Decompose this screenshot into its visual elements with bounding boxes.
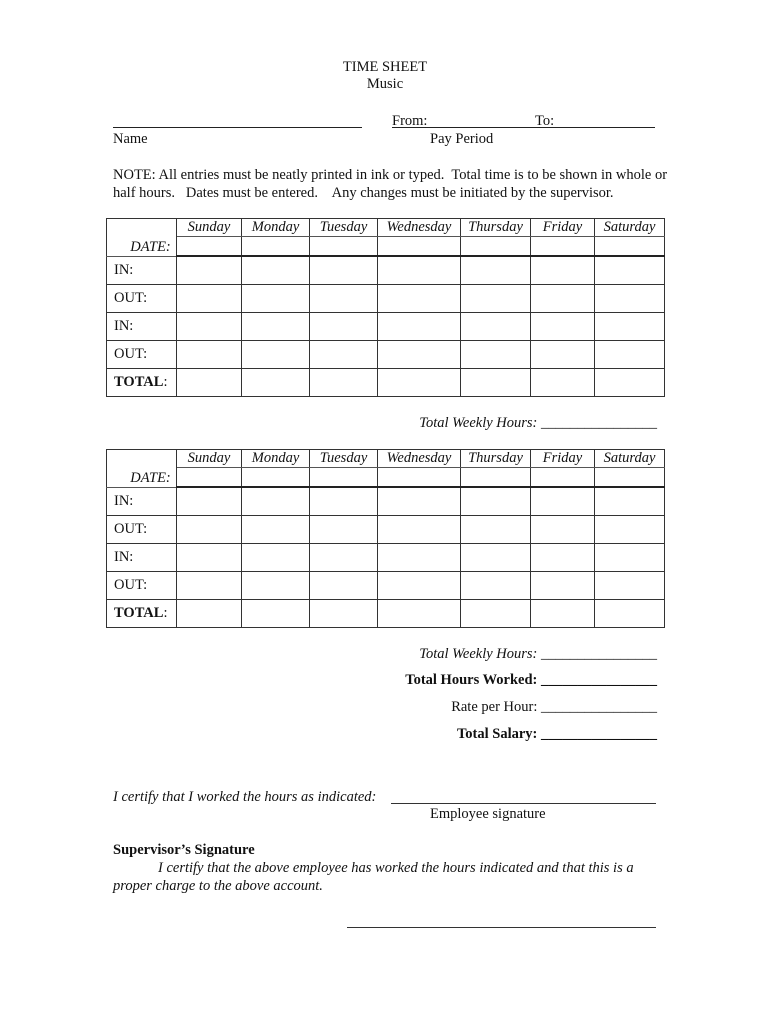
time-cell[interactable] — [531, 516, 595, 544]
time-cell[interactable] — [531, 572, 595, 600]
pay-period-line[interactable] — [392, 127, 655, 128]
employee-signature-label: Employee signature — [430, 806, 546, 822]
time-cell[interactable] — [531, 256, 595, 285]
day-header-monday: Monday — [242, 219, 310, 237]
total-label-text: TOTAL — [114, 605, 164, 621]
day-header-wednesday: Wednesday — [378, 450, 461, 468]
time-cell[interactable] — [595, 341, 665, 369]
total-cell[interactable] — [242, 369, 310, 397]
time-cell[interactable] — [177, 487, 242, 516]
time-cell[interactable] — [242, 544, 310, 572]
total-row — [107, 369, 665, 397]
total-cell[interactable] — [531, 369, 595, 397]
total-cell[interactable] — [177, 369, 242, 397]
total-cell[interactable] — [595, 369, 665, 397]
total-cell[interactable] — [242, 600, 310, 628]
time-cell[interactable] — [461, 313, 531, 341]
time-cell[interactable] — [531, 341, 595, 369]
day-header-friday: Friday — [531, 450, 595, 468]
date-cell[interactable] — [531, 468, 595, 488]
name-line[interactable] — [113, 126, 362, 128]
total-label — [107, 369, 177, 397]
total-cell[interactable] — [378, 369, 461, 397]
day-header-tuesday: Tuesday — [310, 219, 378, 237]
total-salary-line[interactable]: ________________ — [537, 726, 657, 742]
day-header-sunday: Sunday — [177, 450, 242, 468]
time-cell[interactable] — [242, 256, 310, 285]
pay-period-label: Pay Period — [430, 131, 494, 147]
out-row-1 — [107, 516, 665, 544]
day-header-thursday: Thursday — [461, 450, 531, 468]
date-cell[interactable] — [310, 468, 378, 488]
supervisor-signature-line[interactable] — [347, 927, 656, 928]
row-label: IN: — [107, 313, 177, 341]
day-header-monday: Monday — [242, 450, 310, 468]
time-cell[interactable] — [595, 572, 665, 600]
time-cell[interactable] — [531, 285, 595, 313]
time-cell[interactable] — [378, 487, 461, 516]
time-cell[interactable] — [177, 516, 242, 544]
total-cell[interactable] — [531, 600, 595, 628]
day-header-wednesday: Wednesday — [378, 219, 461, 237]
day-header-sunday: Sunday — [177, 219, 242, 237]
in-row-2 — [107, 544, 665, 572]
time-cell[interactable] — [177, 313, 242, 341]
time-cell[interactable] — [595, 256, 665, 285]
time-cell[interactable] — [242, 341, 310, 369]
time-cell[interactable] — [177, 544, 242, 572]
total-label — [107, 600, 177, 628]
note-line-2: half hours. Dates must be entered. Any changes must be initiated by the supervisor. — [113, 185, 614, 201]
date-cell[interactable] — [378, 468, 461, 488]
time-cell[interactable] — [310, 572, 378, 600]
supervisor-heading: Supervisor’s Signature — [113, 842, 255, 858]
employee-signature-line[interactable] — [391, 803, 656, 804]
date-cell[interactable] — [461, 468, 531, 488]
time-cell[interactable] — [310, 544, 378, 572]
time-cell[interactable] — [378, 544, 461, 572]
time-cell[interactable] — [461, 572, 531, 600]
supervisor-statement-line-1: I certify that the above employee has worked the hours indicated and that this is a — [158, 860, 634, 876]
time-cell[interactable] — [177, 285, 242, 313]
time-cell[interactable] — [378, 313, 461, 341]
in-row-1 — [107, 256, 665, 285]
time-cell[interactable] — [310, 516, 378, 544]
date-cell[interactable] — [378, 237, 461, 257]
time-cell[interactable] — [461, 285, 531, 313]
date-cell[interactable] — [595, 468, 665, 488]
time-cell[interactable] — [310, 256, 378, 285]
total-cell[interactable] — [595, 600, 665, 628]
week-2-table — [106, 449, 665, 628]
time-cell[interactable] — [531, 313, 595, 341]
time-cell[interactable] — [595, 313, 665, 341]
time-cell[interactable] — [310, 341, 378, 369]
out-row-2 — [107, 572, 665, 600]
time-cell[interactable] — [242, 516, 310, 544]
in-row-1 — [107, 487, 665, 516]
date-label: DATE: — [107, 219, 177, 257]
date-row — [107, 237, 665, 257]
time-cell[interactable] — [242, 285, 310, 313]
time-cell[interactable] — [378, 341, 461, 369]
day-header-thursday: Thursday — [461, 219, 531, 237]
day-header-tuesday: Tuesday — [310, 450, 378, 468]
from-label: From: — [392, 113, 428, 129]
time-cell[interactable] — [177, 256, 242, 285]
time-cell[interactable] — [595, 487, 665, 516]
row-label: OUT: — [107, 285, 177, 313]
time-cell[interactable] — [310, 285, 378, 313]
total-cell[interactable] — [378, 600, 461, 628]
date-cell[interactable] — [461, 237, 531, 257]
time-cell[interactable] — [461, 256, 531, 285]
total-label-colon: : — [163, 605, 168, 621]
time-cell[interactable] — [461, 516, 531, 544]
total-hours-worked-label: Total Hours Worked: — [405, 672, 538, 688]
date-cell[interactable] — [531, 237, 595, 257]
in-row-2 — [107, 313, 665, 341]
time-cell[interactable] — [177, 341, 242, 369]
out-row-1 — [107, 285, 665, 313]
total-hours-worked-line[interactable]: ________________ — [537, 672, 657, 688]
time-cell[interactable] — [177, 572, 242, 600]
document-subtitle: Music — [366, 76, 404, 92]
time-cell[interactable] — [242, 313, 310, 341]
total-weekly-hours-1[interactable]: Total Weekly Hours: ________________ — [419, 415, 657, 431]
total-row — [107, 600, 665, 628]
time-cell[interactable] — [242, 572, 310, 600]
total-cell[interactable] — [310, 600, 378, 628]
date-cell[interactable] — [242, 237, 310, 257]
row-label: IN: — [107, 544, 177, 572]
time-cell[interactable] — [461, 544, 531, 572]
time-cell[interactable] — [378, 516, 461, 544]
day-header-saturday: Saturday — [595, 450, 665, 468]
rate-per-hour[interactable]: Rate per Hour: ________________ — [451, 699, 657, 715]
day-header-saturday: Saturday — [595, 219, 665, 237]
note-line-1: NOTE: All entries must be neatly printed in ink or typed. Total time is to be shown in whole or — [113, 167, 668, 183]
total-hours-worked[interactable] — [405, 672, 657, 689]
time-cell[interactable] — [378, 572, 461, 600]
time-cell[interactable] — [595, 544, 665, 572]
row-label: IN: — [107, 487, 177, 516]
name-label: Name — [113, 131, 148, 147]
time-cell[interactable] — [461, 487, 531, 516]
day-header-friday: Friday — [531, 219, 595, 237]
time-cell[interactable] — [595, 516, 665, 544]
total-weekly-hours-2[interactable]: Total Weekly Hours: ________________ — [419, 646, 657, 662]
row-label: OUT: — [107, 516, 177, 544]
time-cell[interactable] — [310, 313, 378, 341]
total-cell[interactable] — [461, 369, 531, 397]
date-cell[interactable] — [177, 468, 242, 488]
time-cell[interactable] — [378, 285, 461, 313]
total-cell[interactable] — [461, 600, 531, 628]
date-label: DATE: — [107, 450, 177, 488]
date-cell[interactable] — [595, 237, 665, 257]
date-row — [107, 468, 665, 488]
time-cell[interactable] — [461, 341, 531, 369]
time-cell[interactable] — [378, 256, 461, 285]
row-label: IN: — [107, 256, 177, 285]
total-cell[interactable] — [310, 369, 378, 397]
time-cell[interactable] — [595, 285, 665, 313]
total-salary-label: Total Salary: — [456, 726, 538, 742]
time-cell[interactable] — [531, 544, 595, 572]
total-label-text: TOTAL — [114, 374, 164, 390]
total-cell[interactable] — [177, 600, 242, 628]
employee-certification-statement: I certify that I worked the hours as indicated: — [113, 789, 377, 805]
row-label: OUT: — [107, 572, 177, 600]
date-cell[interactable] — [242, 468, 310, 488]
supervisor-statement-line-2: proper charge to the above account. — [113, 878, 323, 894]
out-row-2 — [107, 341, 665, 369]
date-cell[interactable] — [310, 237, 378, 257]
total-label-colon: : — [163, 374, 168, 390]
row-label: OUT: — [107, 341, 177, 369]
time-cell[interactable] — [310, 487, 378, 516]
week-1-table — [106, 218, 665, 397]
document-title: TIME SHEET — [342, 59, 428, 75]
date-cell[interactable] — [177, 237, 242, 257]
time-cell[interactable] — [242, 487, 310, 516]
to-label: To: — [535, 113, 555, 129]
total-salary[interactable] — [457, 726, 657, 743]
time-cell[interactable] — [531, 487, 595, 516]
